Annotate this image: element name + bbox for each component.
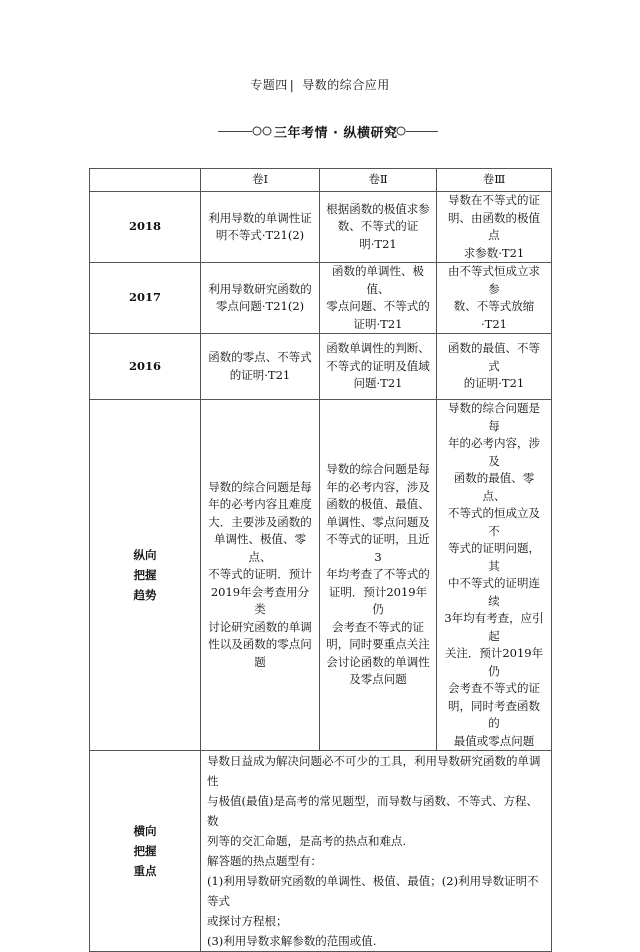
cell-paper-3: 由不等式恒成立求参 数、不等式放缩·T21 <box>437 263 552 334</box>
year-cell: 2016 <box>90 334 201 400</box>
title-rule-left <box>218 131 252 132</box>
trend-cell-paper-1: 导数的综合问题是每 年的必考内容且难度 大．主要涉及函数的 单调性、极值、零点、 不等式的证明．预计 2019年会考查用分类 讨论研究函数的单调 性以及函数的零点问 题 <box>201 400 320 751</box>
focus-content-cell: 导数日益成为解决问题必不可少的工具，利用导数研究函数的单调性 与极值(最值)是高考的常见题型，而导数与函数、不等式、方程、数 列等的交汇命题，是高考的热点和难点. 解答题的热点题型有： (1)利用导数研究函数的单调性、极值、最值；(2)利用导数证明不等式 或探讨方程根； (3)利用导数求解参数的范围或值. <box>201 751 552 952</box>
table-row <box>90 263 552 334</box>
cell-paper-2: 函数的单调性、极值、 零点问题、不等式的 证明·T21 <box>320 263 437 334</box>
table-row <box>90 334 552 400</box>
cell-paper-3: 导数在不等式的证 明、由函数的极值点 求参数·T21 <box>437 192 552 263</box>
year-cell: 2018 <box>90 192 201 263</box>
topic-title: 导数的综合应用 <box>302 78 390 92</box>
header-cell-empty <box>90 169 201 192</box>
page-header <box>0 76 640 93</box>
cell-paper-3: 函数的最值、不等式 的证明·T21 <box>437 334 552 400</box>
trend-row <box>90 400 552 751</box>
trend-label-cell: 纵向 把握 趋势 <box>90 400 201 751</box>
cell-paper-1: 函数的零点、不等式 的证明·T21 <box>201 334 320 400</box>
focus-row <box>90 751 552 952</box>
cell-paper-1: 利用导数研究函数的 零点问题·T21(2) <box>201 263 320 334</box>
header-cell-paper-2: 卷Ⅱ <box>320 169 437 192</box>
trend-cell-paper-2: 导数的综合问题是每 年的必考内容，涉及 函数的极值、最值、 单调性、零点问题及 不等式的证明，且近3 年均考查了不等式的 证明．预计2019年仍 会考查不等式的证 明，同时要重点关注 会讨论函数的单调性 及零点问题 <box>320 400 437 751</box>
title-rule-right <box>406 131 438 132</box>
topic-number: 专题四 <box>250 78 288 92</box>
header-separator: | <box>289 78 295 92</box>
header-cell-paper-3: 卷Ⅲ <box>437 169 552 192</box>
table-header-row <box>90 169 552 192</box>
table-row <box>90 192 552 263</box>
exam-analysis-table <box>89 168 552 952</box>
ornament-left-icon <box>252 125 274 137</box>
header-cell-paper-1: 卷Ⅰ <box>201 169 320 192</box>
section-title-text: 三年考情 · 纵横研究 <box>274 126 398 141</box>
section-title <box>218 122 438 140</box>
cell-paper-2: 根据函数的极值求参 数、不等式的证 明·T21 <box>320 192 437 263</box>
ornament-right-icon <box>384 125 406 137</box>
cell-paper-2: 函数单调性的判断、 不等式的证明及值域 问题·T21 <box>320 334 437 400</box>
year-cell: 2017 <box>90 263 201 334</box>
focus-label-cell: 横向 把握 重点 <box>90 751 201 952</box>
trend-cell-paper-3: 导数的综合问题是每 年的必考内容，涉及 函数的最值、零点、 不等式的恒成立及不 等式的证明问题，其 中不等式的证明连续 3年均有考查，应引起 关注．预计2019年仍 会考查不等式的证 明，同时考查函数的 最值或零点问题 <box>437 400 552 751</box>
cell-paper-1: 利用导数的单调性证 明不等式·T21(2) <box>201 192 320 263</box>
